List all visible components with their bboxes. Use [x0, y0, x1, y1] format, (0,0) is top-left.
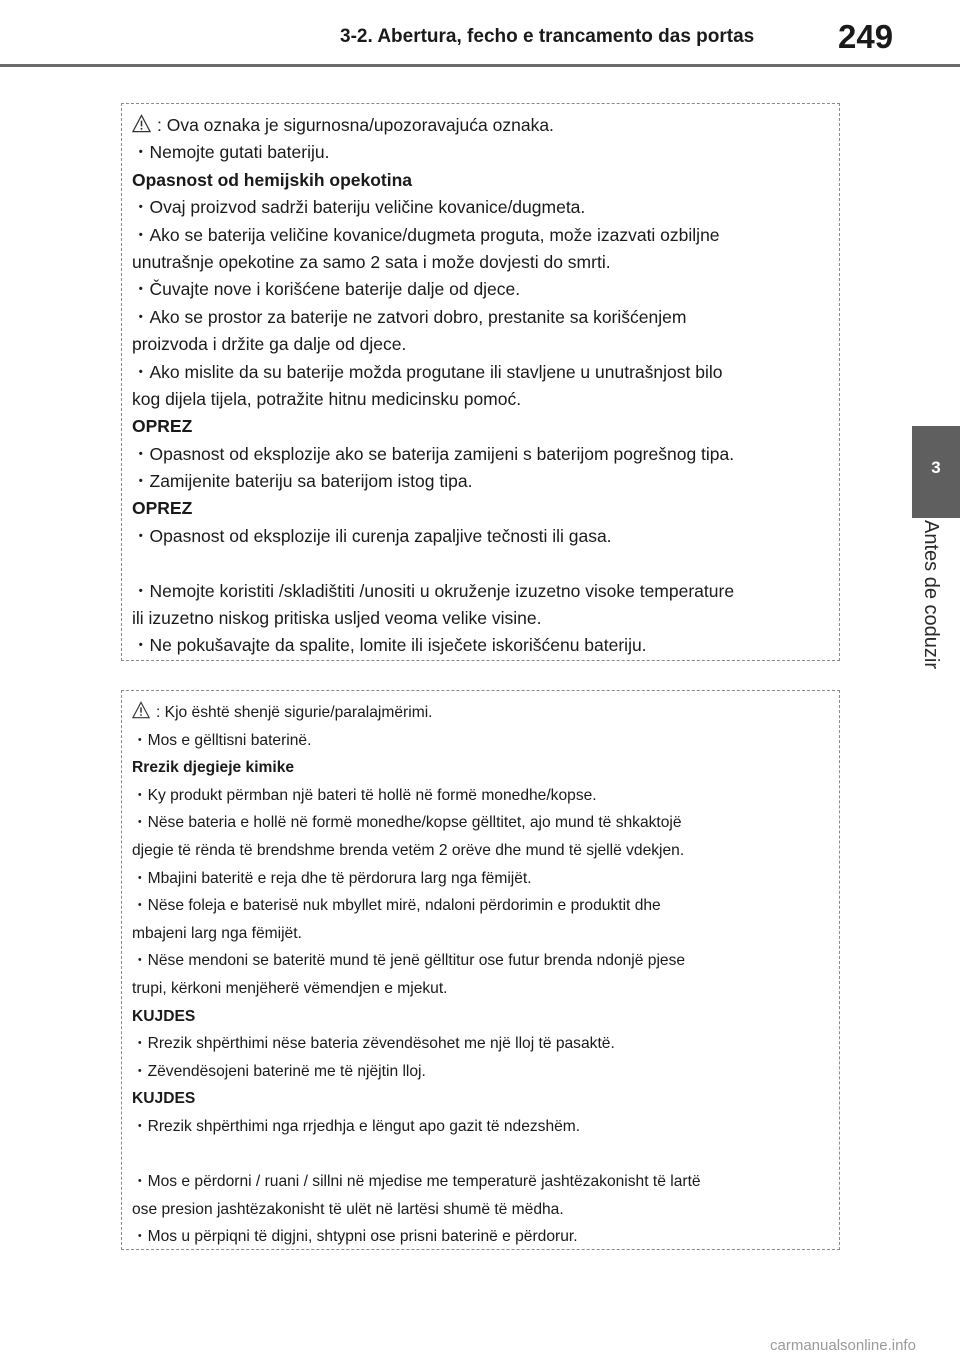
notice-text: ・Ky produkt përmban një bateri të hollë në formë monedhe/kopse.	[132, 786, 597, 804]
notice-text: djegie të rënda të brendshme brenda vetëm 2 orëve dhe mund të sjellë vdekjen.	[132, 841, 685, 859]
notice-line	[132, 1113, 829, 1141]
notice-line	[132, 523, 829, 550]
notice-line	[132, 276, 829, 303]
battery-warning-box-bosnian	[121, 103, 840, 661]
notice-line	[132, 194, 829, 221]
notice-line	[132, 441, 829, 468]
battery-warning-box-albanian	[121, 690, 840, 1250]
notice-text: Rrezik djegieje kimike	[132, 759, 295, 777]
notice-text: ・Mbajini bateritë e reja dhe të përdorura larg nga fëmijët.	[132, 869, 532, 887]
section-title: 3-2. Abertura, fecho e trancamento das portas	[340, 26, 755, 47]
notice-line	[132, 1030, 829, 1058]
notice-text: ・Zëvendësojeni baterinë me të njëjtin lloj.	[132, 1062, 426, 1080]
notice-text: OPREZ	[132, 416, 193, 437]
notice-text: ・Mos e gëlltisni baterinë.	[132, 731, 312, 749]
warning-triangle-icon	[132, 701, 150, 729]
notice-text: : Kjo është shenjë sigurie/paralajmërimi.	[156, 704, 433, 721]
notice-text: ・Nemojte gutati bateriju.	[132, 142, 330, 163]
notice-line	[132, 222, 829, 249]
notice-line	[132, 1223, 829, 1251]
notice-text: ・Mos u përpiqni të digjni, shtypni ose prisni baterinë e përdorur.	[132, 1228, 578, 1246]
notice-line	[132, 468, 829, 495]
notice-line	[132, 331, 829, 358]
notice-line	[132, 1168, 829, 1196]
notice-line	[132, 699, 829, 727]
notice-heading	[132, 495, 829, 522]
notice-line	[132, 727, 829, 755]
notice-text: ・Ako se baterija veličine kovanice/dugmeta proguta, može izazvati ozbiljne	[132, 224, 720, 245]
notice-text: Opasnost od hemijskih opekotina	[132, 169, 413, 190]
notice-line	[132, 1196, 829, 1224]
notice-text: ・Rrezik shpërthimi nga rrjedhja e lëngut apo gazit të ndezshëm.	[132, 1117, 581, 1135]
notice-text: : Ova oznaka je sigurnosna/upozoravajuća oznaka.	[157, 115, 554, 135]
notice-text: ・Zamijenite bateriju sa baterijom istog tipa.	[132, 471, 473, 492]
notice-text: ・Čuvajte nove i korišćene baterije dalje od djece.	[132, 279, 521, 300]
notice-heading	[132, 1085, 829, 1113]
notice-text: KUJDES	[132, 1090, 196, 1108]
page-number: 249	[838, 18, 894, 55]
notice-line	[132, 605, 829, 632]
chapter-tab	[912, 426, 960, 518]
notice-heading	[132, 167, 829, 194]
notice-text: mbajeni larg nga fëmijët.	[132, 924, 302, 942]
notice-line	[132, 550, 829, 577]
notice-heading	[132, 413, 829, 440]
notice-text: proizvoda i držite ga dalje od djece.	[132, 334, 407, 355]
notice-text: ・Ne pokušavajte da spalite, lomite ili isječete iskorišćenu bateriju.	[132, 635, 647, 656]
notice-line	[132, 139, 829, 166]
notice-text: trupi, kërkoni menjëherë vëmendjen e mjekut.	[132, 979, 448, 997]
warning-triangle-icon	[132, 114, 151, 141]
notice-text: ・Nemojte koristiti /skladištiti /unositi u okruženje izuzetno visoke temperature	[132, 580, 735, 601]
notice-line	[132, 304, 829, 331]
notice-text: ・Nëse bateria e hollë në formë monedhe/kopse gëlltitet, ajo mund të shkaktojë	[132, 814, 682, 832]
header-rule	[0, 64, 960, 67]
watermark: carmanualsonline.info	[770, 1337, 916, 1354]
notice-text: ・Nëse mendoni se bateritë mund të jenë gëlltitur ose futur brenda ndonjë pjese	[132, 952, 686, 970]
notice-line	[132, 975, 829, 1003]
notice-line	[132, 1058, 829, 1086]
notice-line	[132, 892, 829, 920]
notice-text: KUJDES	[132, 1007, 196, 1025]
notice-line	[132, 947, 829, 975]
notice-text: ・Nëse foleja e baterisë nuk mbyllet mirë, ndaloni përdorimin e produktit dhe	[132, 897, 661, 915]
chapter-number: 3	[931, 458, 941, 477]
notice-line	[132, 249, 829, 276]
notice-text: ili izuzetno niskog pritiska usljed veoma velike visine.	[132, 608, 542, 629]
notice-text: ・Ako se prostor za baterije ne zatvori dobro, prestanite sa korišćenjem	[132, 306, 687, 327]
notice-line	[132, 112, 829, 139]
notice-text: ・Mos e përdorni / ruani / sillni në mjedise me temperaturë jashtëzakonisht të lartë	[132, 1173, 701, 1191]
notice-line	[132, 865, 829, 893]
notice-text: ose presion jashtëzakonisht të ulët në lartësi shumë të mëdha.	[132, 1200, 564, 1218]
notice-text: ・Opasnost od eksplozije ili curenja zapaljive tečnosti ili gasa.	[132, 525, 612, 546]
notice-line	[132, 632, 829, 659]
notice-line	[132, 386, 829, 413]
notice-text: ・Opasnost od eksplozije ako se baterija zamijeni s baterijom pogrešnog tipa.	[132, 443, 735, 464]
notice-text: kog dijela tijela, potražite hitnu medicinsku pomoć.	[132, 388, 522, 409]
notice-text: ・Ako mislite da su baterije možda progutane ili stavljene u unutrašnjost bilo	[132, 361, 723, 382]
notice-line	[132, 359, 829, 386]
notice-line	[132, 809, 829, 837]
notice-line	[132, 578, 829, 605]
notice-line	[132, 782, 829, 810]
notice-heading	[132, 754, 829, 782]
notice-heading	[132, 1003, 829, 1031]
notice-text: unutrašnje opekotine za samo 2 sata i može dovjesti do smrti.	[132, 251, 611, 272]
notice-line	[132, 837, 829, 865]
chapter-label: Antes de coduzir	[920, 520, 942, 669]
notice-line	[132, 1141, 829, 1169]
notice-line	[132, 920, 829, 948]
notice-text: ・Rrezik shpërthimi nëse bateria zëvendësohet me një lloj të pasaktë.	[132, 1035, 615, 1053]
notice-text: OPREZ	[132, 498, 193, 519]
notice-text: ・Ovaj proizvod sadrži bateriju veličine kovanice/dugmeta.	[132, 197, 586, 218]
